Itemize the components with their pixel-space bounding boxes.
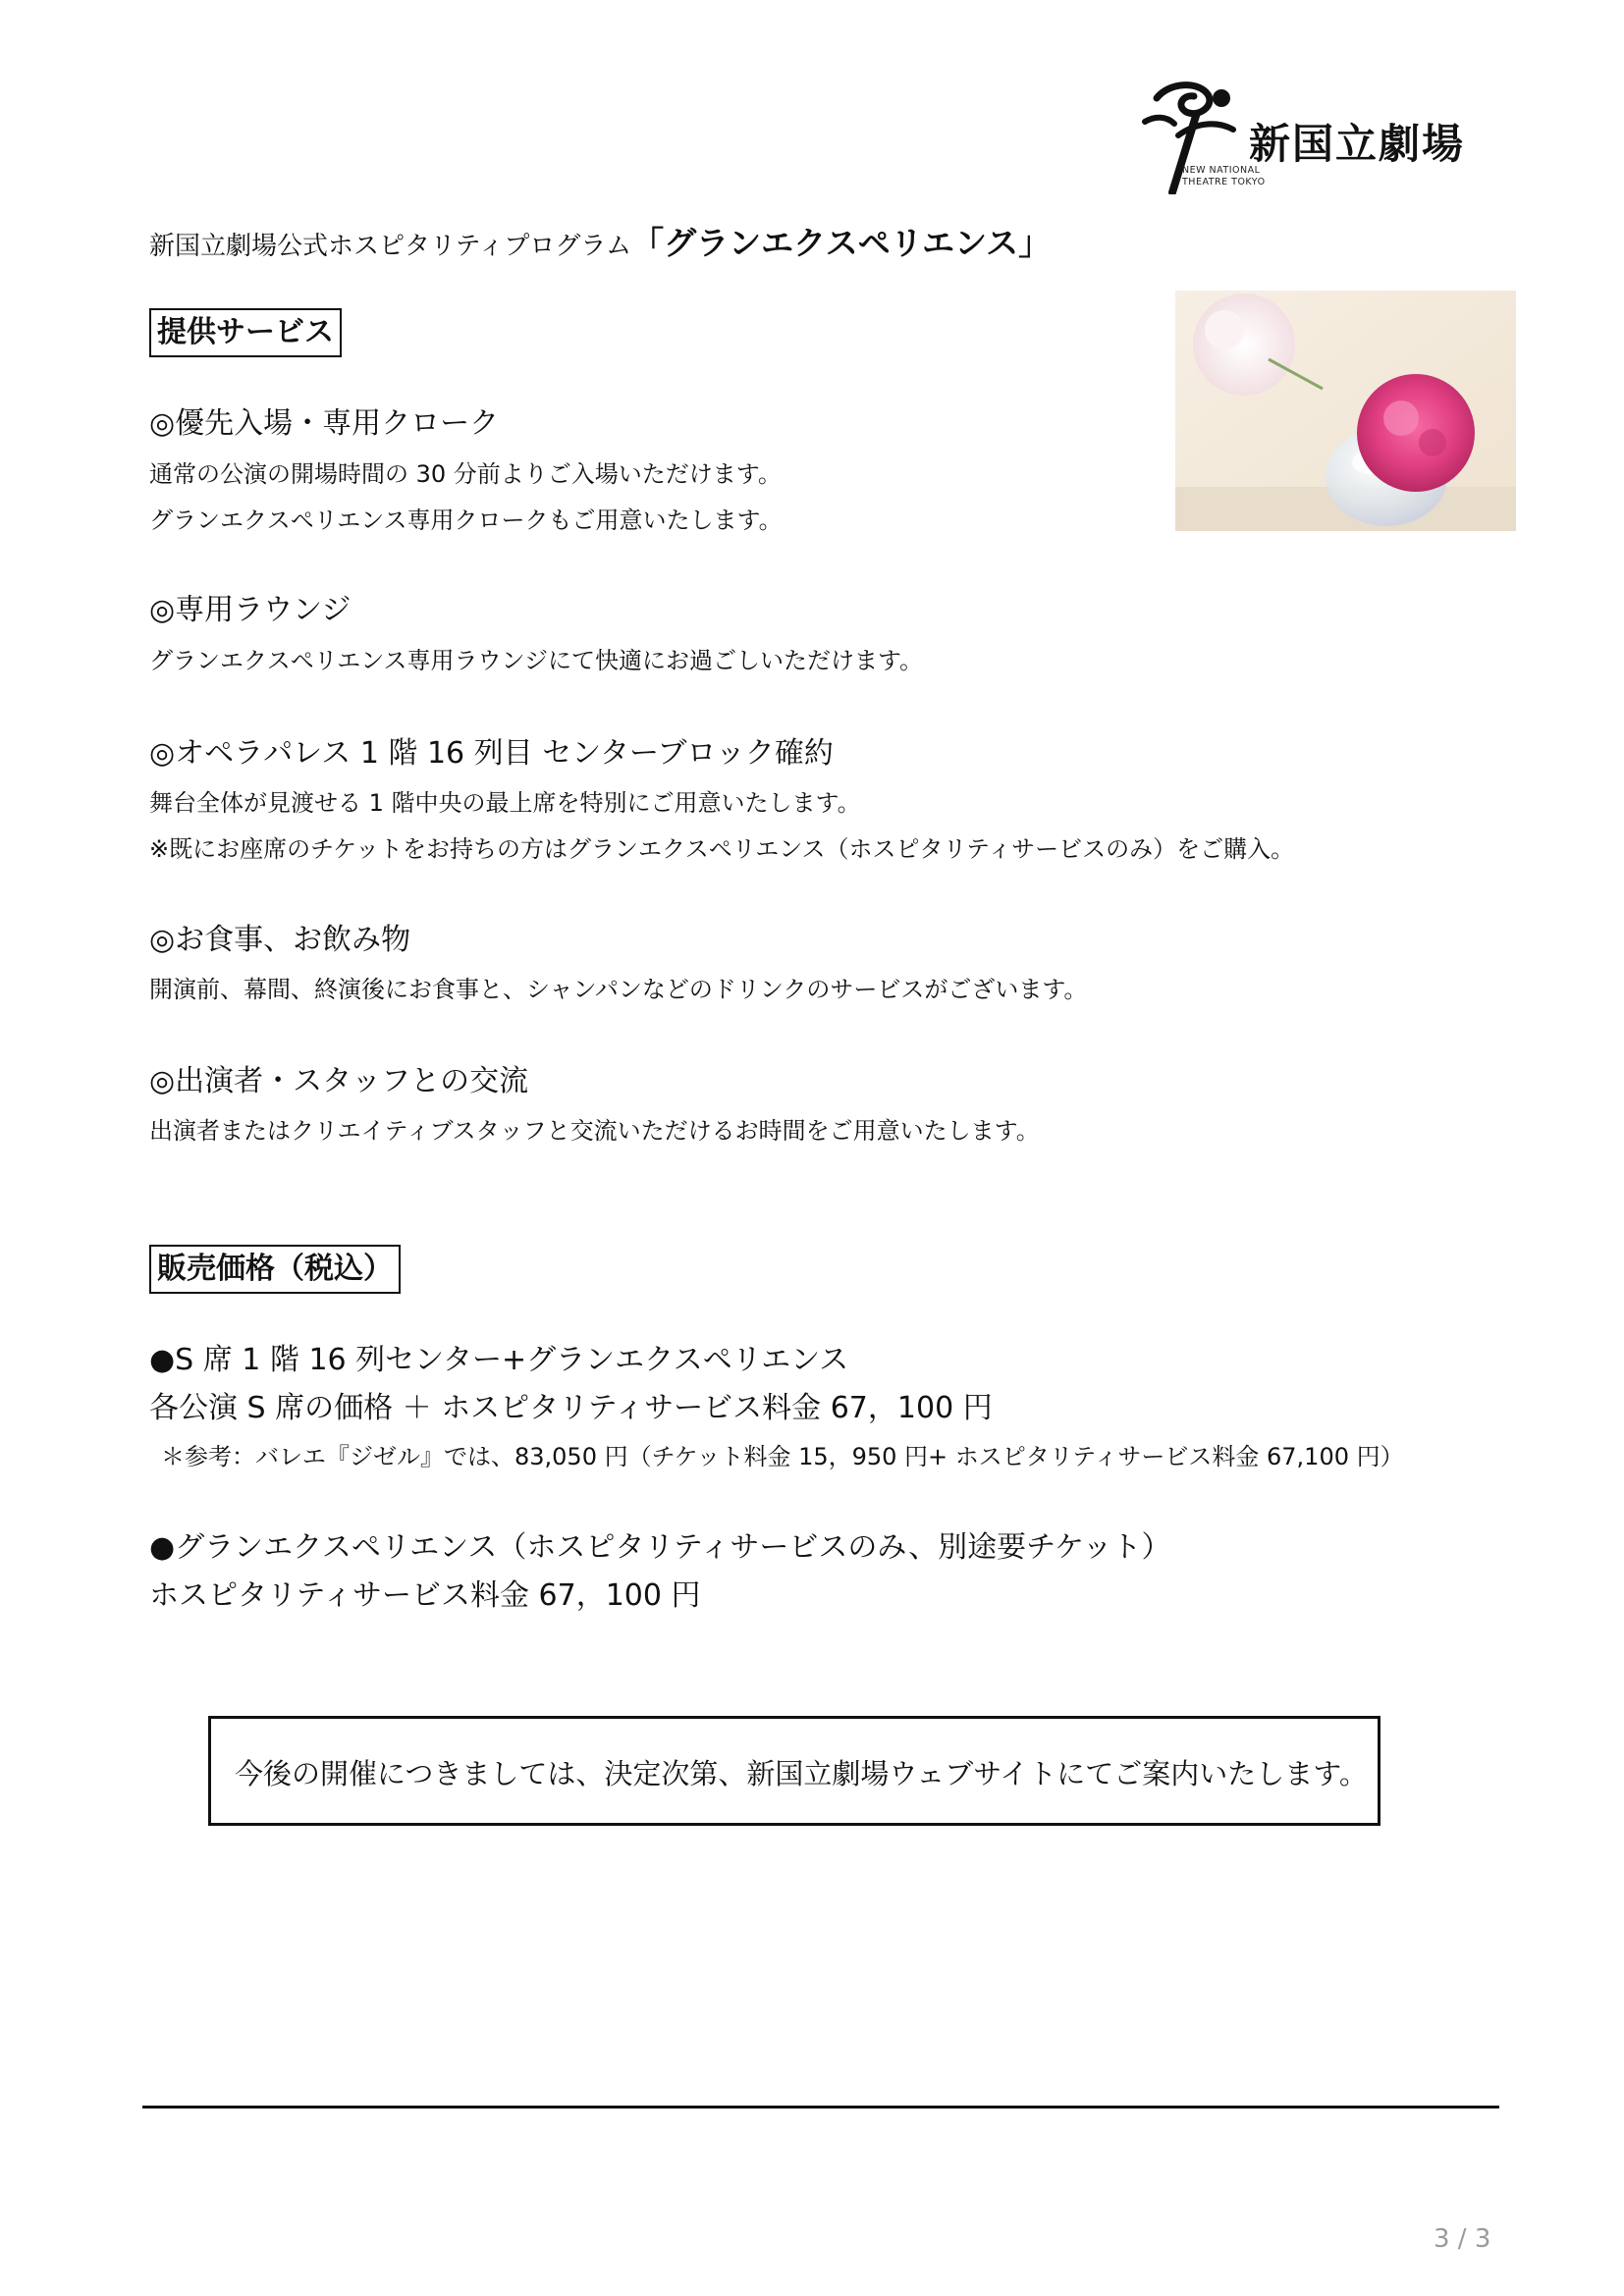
service-desc-line: 通常の公演の開場時間の 30 分前よりご入場いただけます。 <box>149 460 782 488</box>
logo-name: 新国立劇場 <box>1249 120 1466 168</box>
theatre-logo <box>1139 77 1492 214</box>
service-desc-line: 出演者またはクリエイティブスタッフと交流いただけるお時間をご用意いたします。 <box>149 1117 1040 1145</box>
service-title-priority-entry: ◎優先入場・専用クローク <box>149 406 500 441</box>
notice-box <box>208 1716 1380 1826</box>
price-option1-note: ＊参考：バレエ『ジゼル』では、83,050 円（チケット料金 15，950 円+ ホスピタリティサービス料金 67,100 円） <box>161 1443 1404 1470</box>
page-number: 3 / 3 <box>1434 2224 1491 2254</box>
services-heading: 提供サービス <box>149 308 342 357</box>
service-desc-line: グランエクスペリエンス専用ラウンジにて快適にお過ごしいただけます。 <box>149 647 924 674</box>
price-option2-amount: ホスピタリティサービス料金 67，100 円 <box>149 1578 701 1613</box>
carnation-photo <box>1175 291 1516 531</box>
service-desc-line: グランエクスペリエンス専用クロークもご用意いたします。 <box>149 507 783 534</box>
notice-text: 今後の開催につきましては、決定次第、新国立劇場ウェブサイトにてご案内いたします。 <box>235 1757 1368 1790</box>
logo-english: NEW NATIONAL THEATRE TOKYO <box>1182 165 1266 187</box>
service-title-meet-cast: ◎出演者・スタッフとの交流 <box>149 1064 529 1098</box>
pricing-heading: 販売価格（税込） <box>149 1245 401 1294</box>
price-option2-title: ●グランエクスペリエンス（ホスピタリティサービスのみ、別途要チケット） <box>149 1530 1171 1565</box>
service-title-lounge: ◎専用ラウンジ <box>149 593 352 627</box>
footer-divider <box>142 2106 1499 2109</box>
program-name: 「グランエクスペリエンス」 <box>631 224 1052 262</box>
service-desc-line: ※既にお座席のチケットをお持ちの方はグランエクスペリエンス（ホスピタリティサービスのみ）をご購入。 <box>149 835 1295 863</box>
service-title-seat: ◎オペラパレス 1 階 16 列目 センターブロック確約 <box>149 736 834 771</box>
title-prefix: 新国立劇場公式ホスピタリティプログラム <box>149 232 632 261</box>
price-option1-amount: 各公演 S 席の価格 ＋ ホスピタリティサービス料金 67，100 円 <box>149 1391 993 1425</box>
price-option1-title: ●S 席 1 階 16 列センター+グランエクスペリエンス <box>149 1343 849 1377</box>
document-title <box>149 218 1051 264</box>
service-desc-line: 開演前、幕間、終演後にお食事と、シャンパンなどのドリンクのサービスがございます。 <box>149 976 1088 1003</box>
flower-image-icon <box>1175 291 1516 531</box>
service-title-food: ◎お食事、お飲み物 <box>149 923 411 957</box>
service-desc-line: 舞台全体が見渡せる 1 階中央の最上席を特別にご用意いたします。 <box>149 789 861 817</box>
